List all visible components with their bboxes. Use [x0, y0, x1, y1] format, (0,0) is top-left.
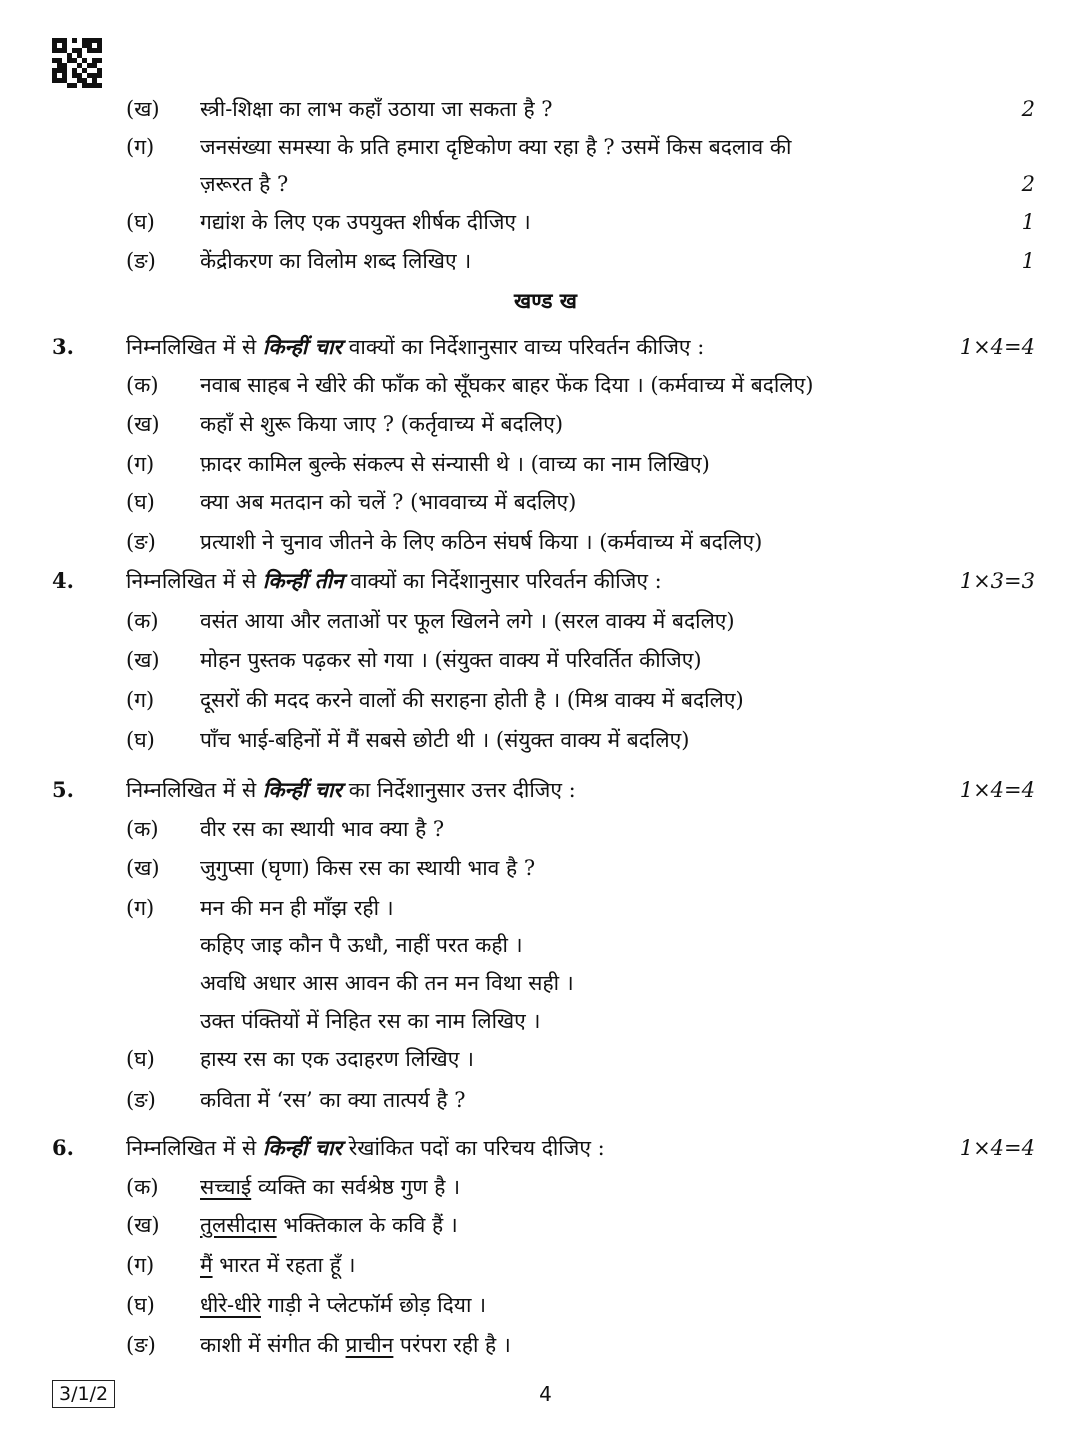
item-label: (ख) [126, 97, 160, 121]
item-text: केंद्रीकरण का विलोम शब्द लिखिए । [200, 249, 472, 273]
item-text: धीरे-धीरे गाड़ी ने प्लेटफॉर्म छोड़ दिया । [200, 1293, 487, 1317]
item-label: (ङ) [126, 530, 156, 554]
underlined-word: धीरे-धीरे [200, 1293, 261, 1317]
item-text: पाँच भाई-बहिनों में मैं सबसे छोटी थी । (संयुक्त वाक्य में बदलिए) [200, 728, 690, 752]
item-text: प्रत्याशी ने चुनाव जीतने के लिए कठिन संघर्ष किया । (कर्मवाच्य में बदलिए) [200, 530, 763, 554]
item-text: दूसरों की मदद करने वालों की सराहना होती है । (मिश्र वाक्य में बदलिए) [200, 688, 744, 712]
item-label: (ग) [126, 135, 155, 159]
question-number: 4. [52, 568, 74, 593]
item-label: (ख) [126, 648, 160, 672]
poem-line: कहिए जाइ कौन पै ऊधौ, नाहीं परत कही । [200, 933, 523, 957]
question-text: निम्नलिखित में से किन्हीं चार का निर्देशानुसार उत्तर दीजिए : [126, 777, 576, 802]
item-label: (ग) [126, 452, 155, 476]
item-text: मोहन पुस्तक पढ़कर सो गया । (संयुक्त वाक्य में परिवर्तित कीजिए) [200, 648, 702, 672]
marks: 1×4=4 [959, 1136, 1035, 1160]
marks: 2 [1021, 172, 1035, 196]
item-text: काशी में संगीत की प्राचीन परंपरा रही है । [200, 1333, 511, 1357]
item-text: वीर रस का स्थायी भाव क्या है ? [200, 817, 445, 841]
item-label: (ख) [126, 1213, 160, 1237]
item-text: स्त्री-शिक्षा का लाभ कहाँ उठाया जा सकता है ? [200, 97, 553, 121]
item-label: (ग) [126, 688, 155, 712]
marks: 1×3=3 [959, 569, 1035, 593]
item-text: सच्चाई व्यक्ति का सर्वश्रेष्ठ गुण है । [200, 1175, 461, 1199]
question-text: निम्नलिखित में से किन्हीं चार रेखांकित पदों का परिचय दीजिए : [126, 1135, 605, 1160]
poem-line: अवधि अधार आस आवन की तन मन विथा सही । [200, 971, 574, 995]
poem-line: मन की मन ही माँझ रही । [200, 896, 394, 920]
item-text: कविता में ‘रस’ का क्या तात्पर्य है ? [200, 1088, 466, 1112]
question-number: 3. [52, 334, 74, 359]
item-label: (घ) [126, 490, 155, 514]
item-label: (क) [126, 609, 159, 633]
question-number: 6. [52, 1135, 74, 1160]
item-label: (ग) [126, 1253, 155, 1277]
item-text: मैं भारत में रहता हूँ । [200, 1253, 356, 1277]
item-text: कहाँ से शुरू किया जाए ? (कर्तृवाच्य में बदलिए) [200, 412, 564, 436]
marks: 2 [1021, 97, 1035, 121]
item-label: (घ) [126, 1293, 155, 1317]
item-text: गद्यांश के लिए एक उपयुक्त शीर्षक दीजिए । [200, 210, 531, 234]
underlined-word: प्राचीन [345, 1333, 394, 1357]
item-label: (ख) [126, 412, 160, 436]
underlined-word: सच्चाई [200, 1175, 252, 1199]
item-label: (घ) [126, 210, 155, 234]
item-text: वसंत आया और लताओं पर फूल खिलने लगे । (सरल वाक्य में बदलिए) [200, 609, 735, 633]
item-label: (ङ) [126, 1088, 156, 1112]
item-text: नवाब साहब ने खीरे की फाँक को सूँघकर बाहर फेंक दिया । (कर्मवाच्य में बदलिए) [200, 373, 814, 397]
marks: 1×4=4 [959, 335, 1035, 359]
item-text-continued: ज़रूरत है ? [200, 172, 289, 196]
item-label: (क) [126, 817, 159, 841]
question-text: निम्नलिखित में से किन्हीं चार वाक्यों का निर्देशानुसार वाच्य परिवर्तन कीजिए : [126, 334, 705, 359]
paper-code: 3/1/2 [52, 1380, 115, 1408]
item-label: (ग) [126, 896, 155, 920]
marks: 1×4=4 [959, 778, 1035, 802]
item-label: (ख) [126, 856, 160, 880]
question-text: निम्नलिखित में से किन्हीं तीन वाक्यों का निर्देशानुसार परिवर्तन कीजिए : [126, 568, 662, 593]
item-text: तुलसीदास भक्तिकाल के कवि हैं । [200, 1213, 458, 1237]
marks: 1 [1021, 249, 1035, 273]
item-text: हास्य रस का एक उदाहरण लिखिए । [200, 1047, 474, 1071]
item-text: उक्त पंक्तियों में निहित रस का नाम लिखिए । [200, 1009, 541, 1033]
item-label: (ङ) [126, 1333, 156, 1357]
item-label: (ङ) [126, 249, 156, 273]
item-label: (क) [126, 1175, 159, 1199]
item-label: (घ) [126, 1047, 155, 1071]
item-label: (क) [126, 373, 159, 397]
underlined-word: मैं [200, 1253, 213, 1277]
item-text: जनसंख्या समस्या के प्रति हमारा दृष्टिकोण क्या रहा है ? उसमें किस बदलाव की [200, 135, 792, 159]
section-title: खण्ड ख [514, 288, 577, 313]
item-text: क्या अब मतदान को चलें ? (भाववाच्य में बदलिए) [200, 490, 577, 514]
item-label: (घ) [126, 728, 155, 752]
item-text: जुगुप्सा (घृणा) किस रस का स्थायी भाव है ? [200, 856, 536, 880]
marks: 1 [1021, 210, 1035, 234]
page-number: 4 [539, 1382, 552, 1406]
underlined-word: तुलसीदास [200, 1213, 277, 1237]
qr-code-icon [52, 38, 102, 88]
item-text: फ़ादर कामिल बुल्के संकल्प से संन्यासी थे । (वाच्य का नाम लिखिए) [200, 452, 710, 476]
question-number: 5. [52, 777, 74, 802]
